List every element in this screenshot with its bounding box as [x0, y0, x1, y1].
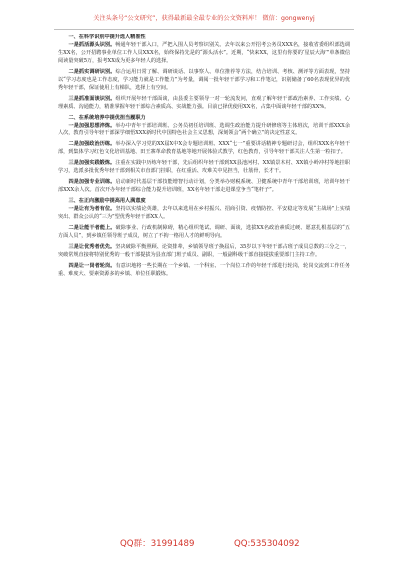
section-heading: 二、在系统培养中提优担当履职力	[68, 114, 146, 121]
paragraph-lead: 三是让优秀者优先。	[68, 243, 116, 250]
footer-qq: QQ:535304092	[234, 539, 300, 549]
page-header-banner: 关注头条号“公文研究”，获得最新最全最专业的公文资料库！ 微信：gongwenyj	[93, 15, 315, 22]
paragraph-lead: 三是加强实践锻炼。	[68, 160, 116, 167]
paragraph-lead: 一是让有为者有位。	[68, 206, 116, 213]
paragraph-lead: 二是抓实调研识别。	[68, 68, 116, 75]
body-paragraph: 二是让能干者能上。破除事业、行政机制障碍，精心组织笔试、调研、面谈，选拔XX名政治素质过硬、愿意扎根基层的“五方面人员”，到乡镇任领导班子成员，树立了不拘一格用人才的鲜明导向。	[58, 225, 350, 239]
body-paragraph: 三是加强实践锻炼。注重在实践中历练年轻干部，先后组织年轻干部到XX县池河村、XX镇景木村、XX镇小岭冲村等地挂职学习，选派多批优秀年轻干部到相关市直部门挂职，在红重活、攻难关中见担当，壮筋骨，长才干。	[58, 160, 350, 175]
paragraph-lead: 四是让一岗者轮岗。	[68, 262, 116, 269]
body-paragraph: 四是加强专业训练。启动新时代基层干部技能增智行动计划，分类举办财税系统、卫健系统中青年干部培训班，培训年轻干部XXX余人次。首次开办年轻干部综合能力提升培训班，XX名年轻干部走进课堂争当“笔杆子”。	[58, 179, 350, 194]
body-paragraph: 三是让优秀者优先。坚决破除平衡照顾、论资排辈，乡镇领导班子换届后，35岁以下年轻干部占班子成员总数的三分之一，突破常规直接将特别优秀的一般干部提拔为县直部门班子成员、副职，一般副科级干部直接提拔重要部门主持工作。	[58, 243, 350, 258]
footer-qq-group: QQ群：31991489	[120, 539, 195, 549]
paragraph-lead: 二是让能干者能上。	[68, 225, 116, 232]
body-paragraph: 二是抓实调研识别。综合运用日常了解、调研谈话、以事察人、单位推荐等方法，结合培训、考核、测评等方面表现，坚持以“学习态度也是工作态度，学习能力就是工作能力”为考量，调阅一批年轻干部学习和工作笔记，识别储备了60名表现优异的优秀年轻干部，保证使用上有梯队，选择上有空间。	[58, 68, 350, 91]
body-paragraph: 四是让一岗者轮岗。有意识地将一些长期在一个乡镇、一个科室、一个岗位工作的年轻干部进行轮岗，轮岗交流到工作任务重、难度大、要素资源多的乡镇、单位任职锻炼。	[58, 262, 350, 277]
body-paragraph: 二是加强政治历练。举办深入学习党的XX届X中X会专题培训班、XXX“七一”重要讲话精神专题研讨会，组织XXX名年轻干部，到集体学习红色文化培训基地、田王寨革命教育基地等地开展体验式教学，红色教育，引导年轻干部关注人生第一粒扣子。	[58, 141, 350, 156]
paragraph-lead: 一是加强思想淬炼。	[68, 122, 116, 129]
paragraph-lead: 四是加强专业训练。	[68, 179, 116, 186]
document-body	[58, 34, 350, 534]
body-paragraph: 一是抓活源头识别。畅通年轻干部入口，严把入围人员考察识别关。去年以来公开招考公务员XXX名，接收省委组织部选调生XX名，公开招聘事业单位工作人员XXX名，始终保持先是的“源头活水”。近期，“快来XX，这里有你要的‘星辰大海’”单条微信阅读量突破5万，报考XX成为更多年轻人的选择。	[58, 41, 350, 64]
section-heading: 三、在正向激励中提高用人满意度	[68, 198, 146, 205]
paragraph-lead: 一是抓活源头识别。	[68, 41, 116, 48]
paragraph-lead: 二是加强政治历练。	[68, 141, 116, 148]
body-paragraph: 一是加强思想淬炼。举办中青年干部培训班、公务员初任培训班、选调生政治能力提升研修班等主体班次，培训干部XXX余人次，教育引导年轻干部深学细悟XXX新时代中国特色社会主义思想，深刻领会“两个确立”的决定性意义。	[58, 122, 350, 137]
section-heading: 一、在科学识别中提升选人精准性	[68, 34, 146, 40]
page-footer	[58, 538, 350, 550]
body-paragraph: 一是让有为者有位。坚持以实绩论英雄，去年以来选用在乡村振兴、招商引资、疫情防控、平安稳定等发展“主战场”上实绩突出、群众公认的“三为”型优秀年轻干部XX人。	[58, 206, 350, 221]
header-divider	[54, 29, 354, 30]
body-paragraph: 三是抓准面谈识别。组织开展年轻干部面谈，由县委主要领导一对一轮流发问，直观了解年轻干部政治素养、工作实绩、心理素质、沟通能力，精准掌握年轻干部综合素质高、实战能力强。目前已择优使用XX名，占集中面谈年轻干部的XX%。	[58, 95, 350, 110]
paragraph-lead: 三是抓准面谈识别。	[68, 95, 116, 102]
